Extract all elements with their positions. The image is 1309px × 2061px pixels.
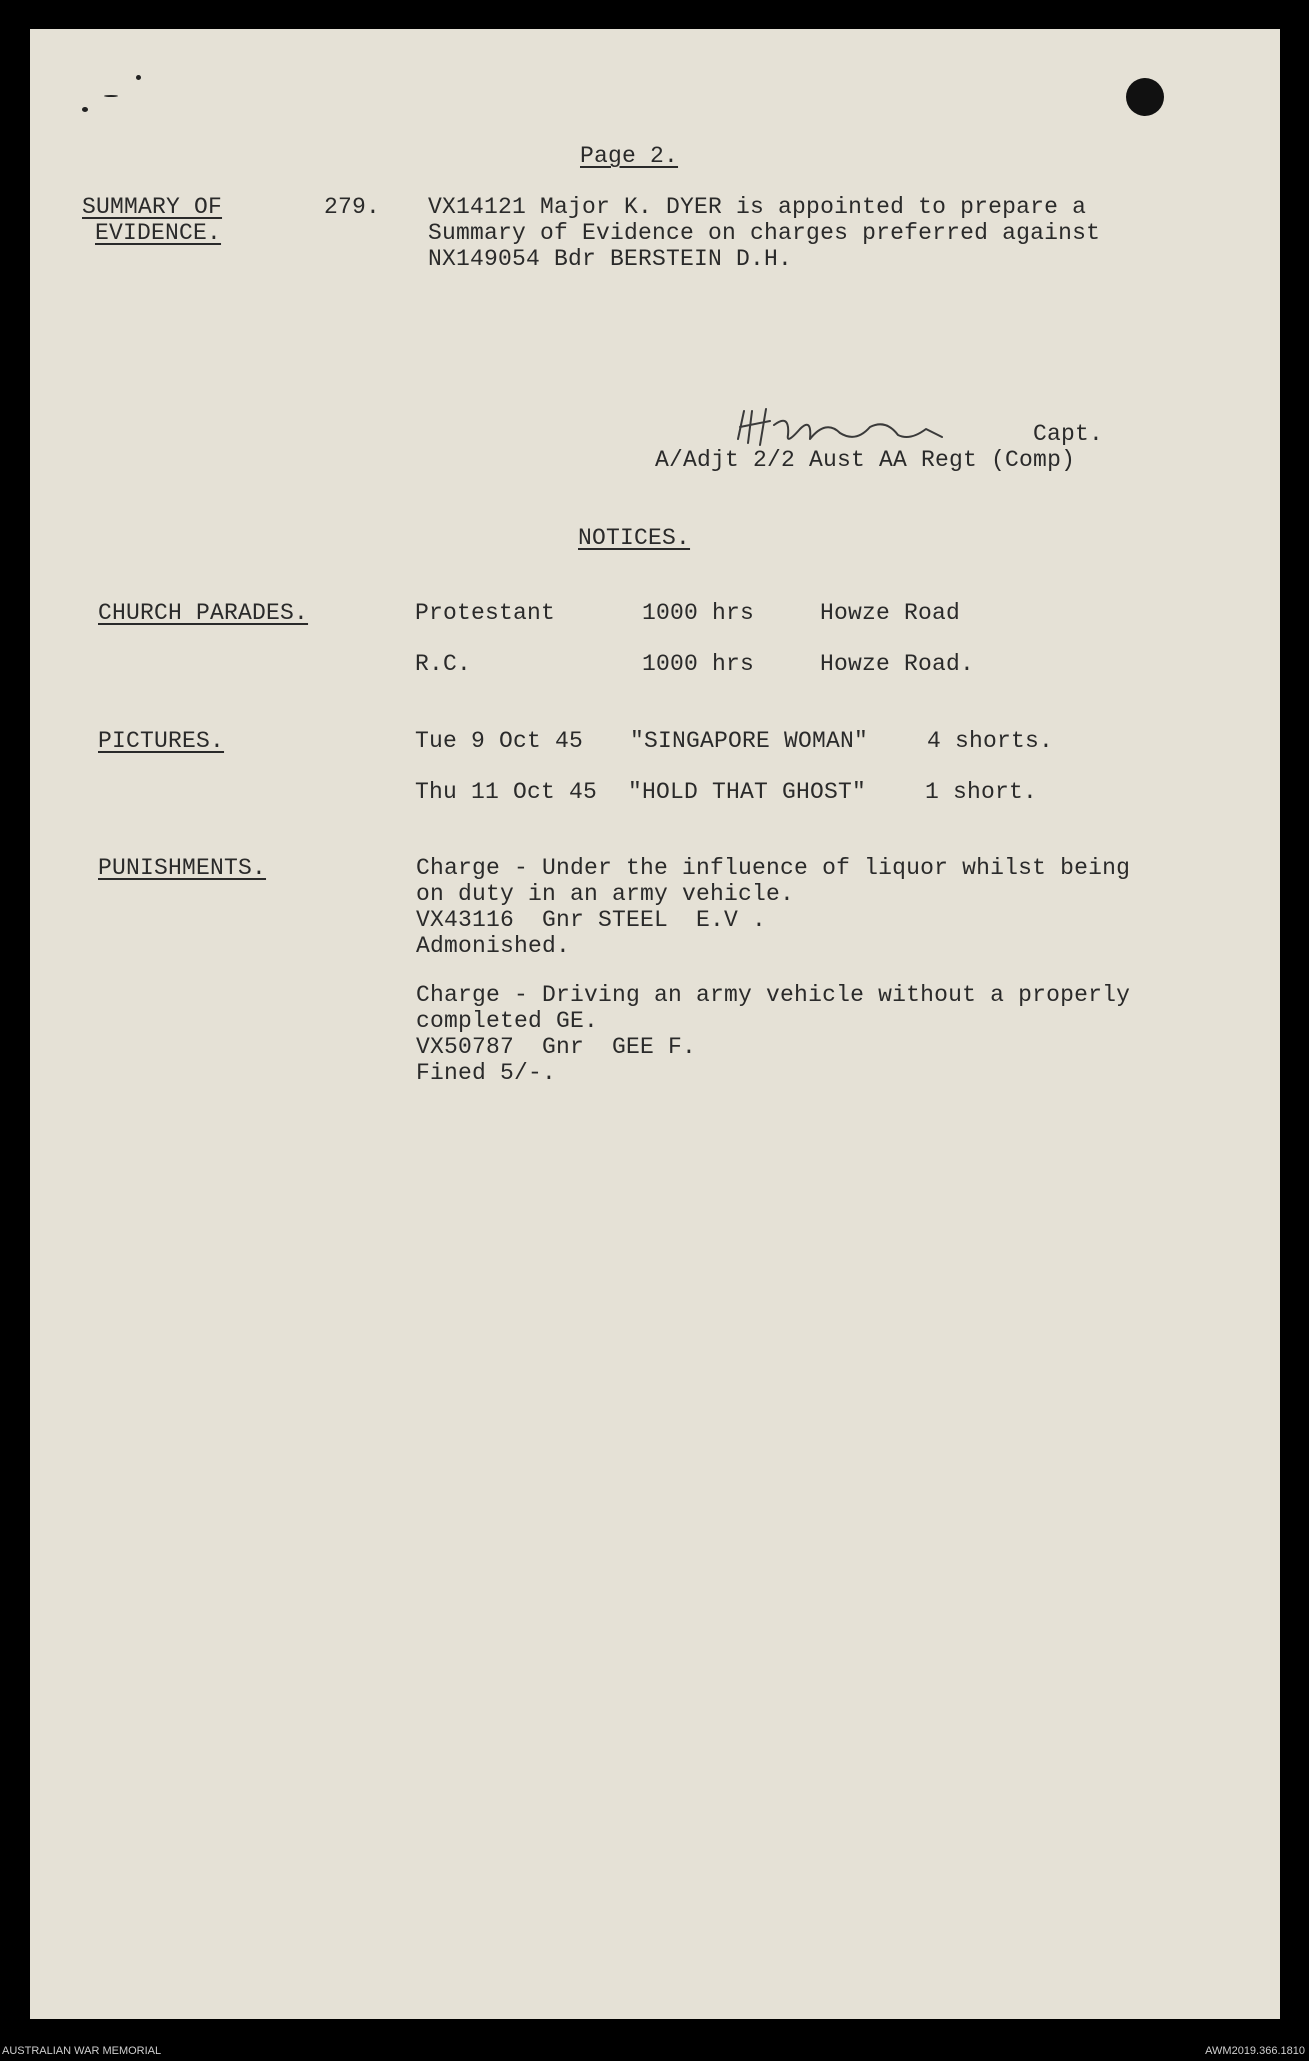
picture-title: "HOLD THAT GHOST" [628, 779, 867, 805]
paper-mark [136, 75, 141, 80]
footer-institution: AUSTRALIAN WAR MEMORIAL [2, 2045, 162, 2057]
picture-date: Tue 9 Oct 45 [415, 728, 584, 754]
paper-mark [104, 95, 118, 97]
parade-place: Howze Road [820, 600, 961, 626]
document-page [30, 29, 1280, 2019]
order-number: 279. [324, 194, 381, 220]
charge-line: completed GE. [416, 1008, 599, 1034]
church-parades-heading: CHURCH PARADES. [98, 600, 309, 626]
punishments-heading: PUNISHMENTS. [98, 855, 267, 881]
denomination: Protestant [415, 600, 556, 626]
parade-place: Howze Road. [820, 651, 975, 677]
signatory-appointment: A/Adjt 2/2 Aust AA Regt (Comp) [655, 447, 1076, 473]
outcome-line: Fined 5/-. [416, 1060, 557, 1086]
summary-heading-line2: EVIDENCE. [95, 220, 222, 246]
notices-heading: NOTICES. [578, 525, 691, 551]
soldier-line: VX43116 Gnr STEEL E.V . [416, 907, 767, 933]
parade-time: 1000 hrs [642, 651, 755, 677]
summary-text-line1: VX14121 Major K. DYER is appointed to prepare a [428, 194, 1087, 220]
signatory-rank: Capt. [1033, 421, 1104, 447]
picture-title: "SINGAPORE WOMAN" [630, 728, 869, 754]
denomination: R.C. [415, 651, 472, 677]
pictures-heading: PICTURES. [98, 728, 225, 754]
picture-extras: 1 short. [925, 779, 1038, 805]
punch-hole [1126, 78, 1164, 116]
charge-line: Charge - Driving an army vehicle without a properly [416, 982, 1131, 1008]
charge-line: on duty in an army vehicle. [416, 881, 795, 907]
summary-heading-line1: SUMMARY OF [82, 194, 223, 220]
charge-line: Charge - Under the influence of liquor whilst being [416, 855, 1131, 881]
picture-date: Thu 11 Oct 45 [415, 779, 598, 805]
parade-time: 1000 hrs [642, 600, 755, 626]
picture-extras: 4 shorts. [927, 728, 1054, 754]
soldier-line: VX50787 Gnr GEE F. [416, 1034, 697, 1060]
summary-text-line3: NX149054 Bdr BERSTEIN D.H. [428, 246, 793, 272]
footer-accession-number: AWM2019.366.1810 [1205, 2045, 1305, 2057]
outcome-line: Admonished. [416, 933, 571, 959]
paper-mark [82, 107, 88, 112]
page-header: Page 2. [580, 143, 679, 169]
summary-text-line2: Summary of Evidence on charges preferred against [428, 220, 1101, 246]
